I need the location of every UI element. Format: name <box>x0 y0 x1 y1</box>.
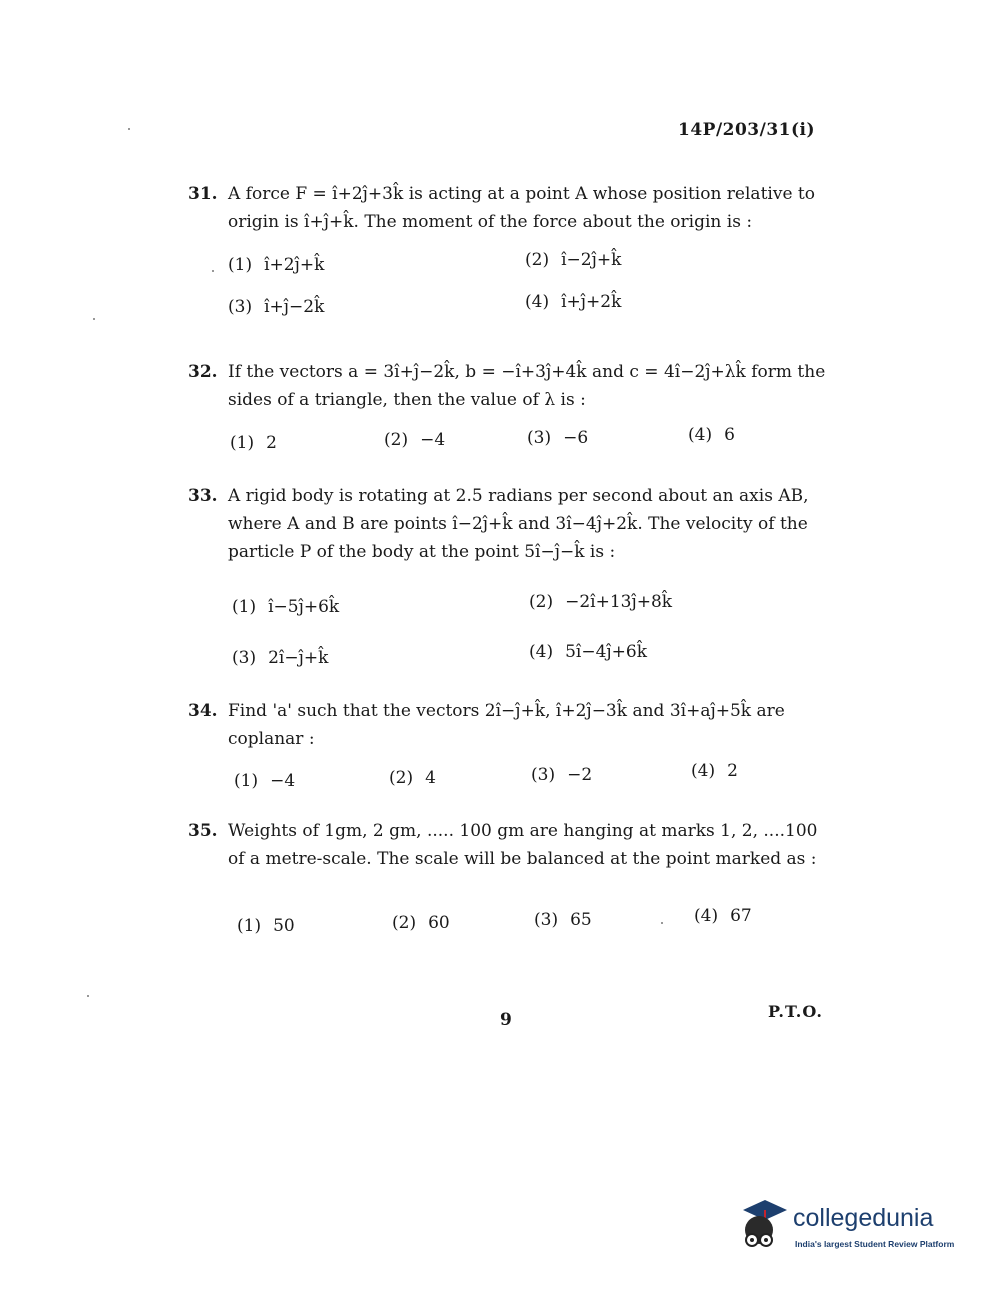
option-4: (4) î+ĵ+2k̂ <box>525 292 622 312</box>
option-3: (3) î+ĵ−2k̂ <box>228 297 325 317</box>
scan-speck <box>93 318 95 320</box>
option-4: (4) 6 <box>688 425 735 445</box>
paper-code: 14P/203/31(i) <box>678 120 816 140</box>
option-4: (4) 2 <box>691 761 738 781</box>
option-3: (3) 2î−ĵ+k̂ <box>232 648 329 668</box>
option-2: (2) −2î+13ĵ+8k̂ <box>529 592 673 612</box>
option-3: (3) −6 <box>527 428 589 448</box>
scan-speck <box>212 270 214 272</box>
option-2: (2) î−2ĵ+k̂ <box>525 250 622 270</box>
option-3: (3) −2 <box>531 765 593 785</box>
question-text: A force F = î+2ĵ+3k̂ is acting at a point A whose position relative to origin is î+ĵ+k̂. The moment of the force about the origin is : <box>228 184 815 232</box>
option-4: (4) 5î−4ĵ+6k̂ <box>529 642 648 662</box>
brand-tagline: India's largest Student Review Platform <box>795 1239 955 1249</box>
question-number: 31. <box>188 184 218 204</box>
page-number: 9 <box>500 1010 512 1030</box>
scan-speck <box>661 922 663 924</box>
mascot-icon <box>735 1196 791 1258</box>
option-1: (1) −4 <box>234 771 296 791</box>
question-number: 34. <box>188 701 218 721</box>
option-3: (3) 65 <box>534 910 592 930</box>
question-text: Weights of 1gm, 2 gm, ..... 100 gm are hanging at marks 1, 2, ....100 of a metre-scale. The scale will be balanced at the point marked as : <box>228 821 818 869</box>
scan-speck <box>128 128 130 130</box>
question-text: A rigid body is rotating at 2.5 radians per second about an axis AB, where A and B are points î−2ĵ+k̂ and 3î−4ĵ+2k̂. The velocity of the particle P of the body at the point 5î−ĵ−k̂ is : <box>228 486 809 562</box>
option-1: (1) 2 <box>230 433 277 453</box>
option-1: (1) 50 <box>237 916 295 936</box>
collegedunia-logo <box>735 1196 965 1266</box>
question-33 <box>188 482 828 566</box>
question-31 <box>188 180 828 236</box>
brand-name: collegedunia <box>793 1204 934 1232</box>
option-1: (1) î+2ĵ+k̂ <box>228 255 325 275</box>
question-text: Find 'a' such that the vectors 2î−ĵ+k̂, î+2ĵ−3k̂ and 3î+aĵ+5k̂ are coplanar : <box>228 701 785 749</box>
option-2: (2) 60 <box>392 913 450 933</box>
question-text: If the vectors a = 3î+ĵ−2k̂, b = −î+3ĵ+4k̂ and c = 4î−2ĵ+λk̂ form the sides of a triangle, then the value of λ is : <box>228 362 826 410</box>
question-35 <box>188 817 828 873</box>
question-34 <box>188 697 828 753</box>
question-number: 33. <box>188 486 218 506</box>
question-number: 35. <box>188 821 218 841</box>
scan-speck <box>87 995 89 997</box>
option-1: (1) î−5ĵ+6k̂ <box>232 597 340 617</box>
question-32 <box>188 358 828 414</box>
pto-label: P.T.O. <box>768 1002 823 1021</box>
option-2: (2) −4 <box>384 430 446 450</box>
option-4: (4) 67 <box>694 906 752 926</box>
option-2: (2) 4 <box>389 768 436 788</box>
question-number: 32. <box>188 362 218 382</box>
